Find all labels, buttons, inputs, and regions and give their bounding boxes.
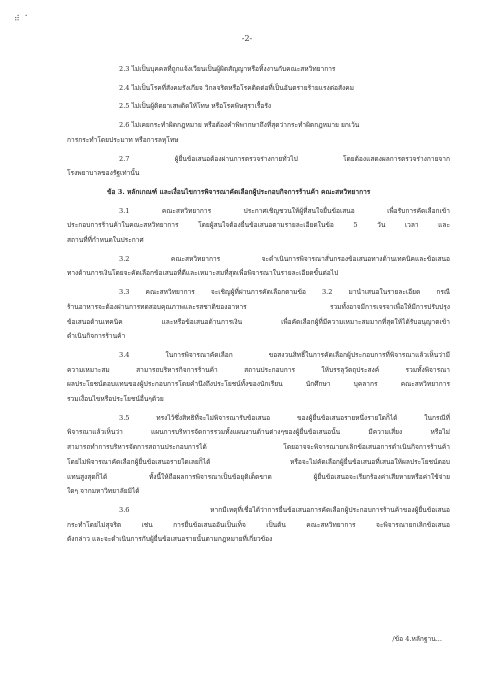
- clause-3-5: 3.5 ทรงไว้ซึ่งสิทธิที่จะไม่พิจารณารับข้อเสนอ ของผู้ยื่นข้อเสนอรายหนึ่งรายใดก็ได้ ในกรณีที่: [119, 413, 450, 422]
- clause-3-1: 3.1 คณะสหวิทยาการ ประกาศเชิญชวนให้ผู้ที่สนใจยื่นข้อเสนอ เพื่อรับการคัดเลือกเข้า: [119, 206, 450, 215]
- clause-3-3-cont-1: ร้านอาหารจะต้องผ่านการทดสอบคุณภาพและรสชาติของอาหาร รวมทั้งอาจมีการเจรจาเพื่อให้มีการปรับปรุง: [67, 302, 450, 311]
- clause-3-3-cont-3: ดำเนินกิจการร้านค้า: [67, 332, 126, 341]
- clause-3-6: 3.6 หากมีเหตุที่เชื่อได้ว่าการยื่นข้อเสนอการคัดเลือกผู้ประกอบการร้านค้าของผู้ยื่นข้อเสนอ: [119, 505, 450, 514]
- clause-3-5-cont-4: แทนสูงสุดก็ได้ ทั้งนี้ให้ถือผลการพิจารณาเป็นข้อยุติเด็ดขาด ผู้ยื่นข้อเสนอจะเรียกร้องค่าเสียหายหรือค่าใช้จ่าย: [67, 472, 450, 481]
- clause-3-6-cont-1: กระทำโดยไม่สุจริต เช่น การยื่นข้อเสนออันเป็นเท็จ เป็นต้น คณะสหวิทยาการ จะพิจารณายกเลิกข้อเสนอ: [67, 520, 450, 529]
- clause-3-3: 3.3 คณะสหวิทยาการ จะเชิญผู้ที่ผ่านการคัดเลือกตามข้อ 3.2 มานำเสนอในรายละเอียด กรณี: [119, 288, 450, 297]
- continuation-note: /ข้อ 4.หลักฐาน...: [392, 635, 442, 643]
- page-number: -2-: [241, 34, 253, 43]
- clause-2-4: 2.4 ไม่เป็นโรคที่สังคมรังเกียจ วิกลจริตหรือโรคติดต่อที่เป็นอันตรายร้ายแรงต่อสังคม: [119, 83, 354, 92]
- section-3-heading: ข้อ 3. หลักเกณฑ์ และเงื่อนไขการพิจารณาคัดเลือกผู้ประกอบกิจการร้านค้า คณะสหวิทยาการ: [107, 187, 371, 196]
- clause-3-6-cont-2: ดังกล่าว และจะดำเนินการกับผู้ยื่นข้อเสนอรายนั้นตามกฎหมายที่เกี่ยวข้อง: [67, 535, 273, 544]
- clause-3-5-cont-2: สามารถทำการบริหารจัดการสถานประกอบการได้ โดยอาจจะพิจารณายกเลิกข้อเสนอการดำเนินกิจการร้านค้า: [67, 443, 450, 452]
- clause-2-5: 2.5 ไม่เป็นผู้ติดยาเสพติดให้โทษ หรือโรคพิษสุราเรื้อรัง: [119, 102, 272, 111]
- clause-3-5-cont-5: ใดๆ จากมหาวิทยาลัยมิได้: [67, 487, 140, 496]
- clause-3-4-cont-3: รวมเงื่อนไขหรือประโยชน์อื่นๆด้วย: [67, 395, 164, 404]
- clause-3-5-cont-3: โดยไม่พิจารณาคัดเลือกผู้ยื่นข้อเสนอรายใดเลยก็ได้ หรือจะไม่คัดเลือกผู้ยื่นข้อเสนอที่เสนอให้ผลประโยชน์ตอบ: [67, 457, 450, 466]
- clause-2-6: 2.6 ไม่เคยกระทำผิดกฎหมาย หรือต้องคำพิพากษาถึงที่สุดว่ากระทำผิดกฎหมาย ยกเว้น: [119, 121, 360, 130]
- clause-2-3: 2.3 ไม่เป็นบุคคลที่ถูกแจ้งเวียนเป็นผู้ผิดสัญญาหรือทิ้งงานกับคณะสหวิทยาการ: [119, 65, 336, 73]
- clause-3-4-cont-2: ผลประโยชน์ตอบแทนของผู้ประกอบการโดยคำนึงถึงประโยชน์ทั้งของนักเรียน นักศึกษา บุคลากร คณะสหวิทยาการ: [67, 380, 450, 389]
- document-body: [67, 62, 450, 547]
- clause-2-7: 2.7 ผู้ยื่นข้อเสนอต้องผ่านการตรวจร่างกายทั่วไป โดยต้องแสดงผลการตรวจร่างกายจาก: [119, 154, 450, 163]
- clause-2-6-cont: การกระทำโดยประมาท หรือการลหุโทษ: [67, 135, 179, 144]
- clause-3-2-cont: ทางด้านการเงินโดยจะคัดเลือกข้อเสนอที่ดีและเหมาะสมที่สุดเพื่อพิจารณาในรายละเอียดขั้นต่อไป: [67, 269, 339, 278]
- clause-3-5-cont-1: พิจารณาแล้วเห็นว่า แผนการบริหารจัดการรวมทั้งแผนงานด้านต่างๆของผู้ยื่นข้อเสนอนั้น มีความเสี่ยง หรือไม่: [67, 428, 450, 437]
- clause-3-1-cont-1: ประกอบการร้านค้าในคณะสหวิทยาการ โดยผู้สนใจต้องยื่นข้อเสนอตามรายละเอียดในข้อ 5 วัน เวลา และ: [67, 221, 450, 230]
- clause-3-4-cont-1: ความเหมาะสม สามารถบริหารกิจการร้านค้า สถานประกอบการ ให้บรรลุวัตถุประสงค์ รวมทั้งพิจารณา: [67, 365, 450, 374]
- corner-mark: ⠾ ⠁: [14, 14, 32, 23]
- clause-3-3-cont-2: ข้อเสนอด้านเทคนิค และหรือข้อเสนอด้านการเงิน เพื่อคัดเลือกผู้ที่มีความเหมาะสมมากที่สุดให้ได้รับอนุญาตเข้า: [67, 317, 450, 326]
- clause-3-1-cont-2: สถานที่ที่กำหนดในประกาศ: [67, 236, 144, 245]
- clause-3-4: 3.4 ในการพิจารณาคัดเลือก ขอสงวนสิทธิ์ในการคัดเลือกผู้ประกอบการที่พิจารณาแล้วเห็นว่ามี: [119, 350, 450, 359]
- clause-3-2: 3.2 คณะสหวิทยาการ จะดำเนินการพิจารณาสั่นกรองข้อเสนอทางด้านเทคนิคและข้อเสนอ: [119, 254, 450, 263]
- clause-2-7-cont: โรงพยาบาลของรัฐเท่านั้น: [67, 169, 140, 178]
